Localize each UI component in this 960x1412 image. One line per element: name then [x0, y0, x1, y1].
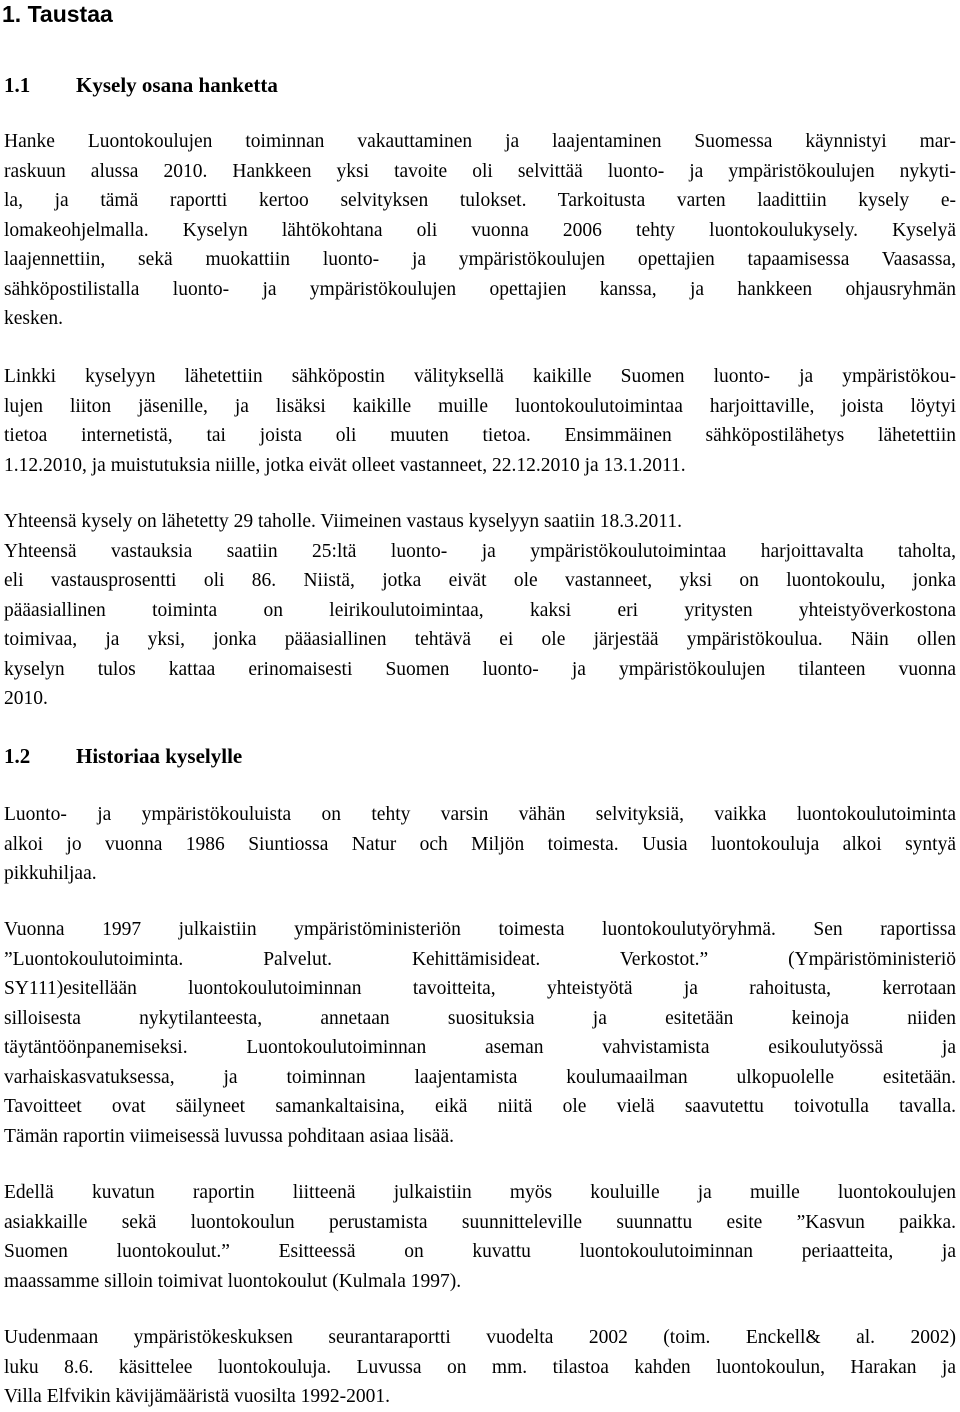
text-line: Uudenmaan ympäristökeskuksen seurantaraportti vuodelta 2002 (toim. Enckell& al. 2002)	[4, 1327, 956, 1348]
text-line: varhaiskasvatuksessa, ja toiminnan laajentamista koulumaailman ulkopuolelle esitetään.	[4, 1066, 956, 1088]
paragraph-1-2-b	[4, 915, 956, 1151]
text-line: Hanke Luontokoulujen toiminnan vakauttaminen ja laajentaminen Suomessa käynnistyi mar-	[4, 131, 956, 152]
text-line: Edellä kuvatun raportin liitteenä julkaistiin myös kouluille ja muille luontokoulujen	[4, 1182, 956, 1203]
text-line: lujen liiton jäsenille, ja lisäksi kaikille muille luontokoulutoimintaa harjoittaville, joista löytyi	[4, 395, 956, 417]
text-line: Suomen luontokoulut.” Esitteessä on kuvattu luontokoulutoiminnan periaatteita, ja	[4, 1241, 956, 1262]
chapter-heading: 1. Taustaa	[2, 1, 113, 27]
text-line: Tavoitteet ovat säilyneet samankaltaisina, eikä niitä ole vielä saavutettu toivotulla tavalla.	[4, 1096, 956, 1117]
paragraph-1-2-d	[4, 1323, 956, 1412]
text-line: raskuun alussa 2010. Hankkeen yksi tavoite oli selvittää luonto- ja ympäristökoulujen nykyti-	[4, 160, 956, 182]
section-number: 1.1	[4, 73, 31, 97]
text-line: silloisesta nykytilanteesta, annetaan suosituksia ja esitetään keinoja niiden	[4, 1007, 956, 1029]
text-line: 1.12.2010, ja muistutuksia niille, jotka eivät olleet vastanneet, 22.12.2010 ja 13.1.2011.	[4, 454, 686, 476]
paragraph-1-1-a	[4, 127, 956, 334]
paragraph-1-1-c	[4, 507, 956, 714]
section-title: Historiaa kyselylle	[76, 744, 243, 768]
text-line: laajennettiin, sekä muokattiin luonto- ja ympäristökoulujen opettajien tapaamisessa Vaasassa,	[4, 249, 956, 270]
section-number: 1.2	[4, 744, 31, 768]
text-line: Yhteensä vastauksia saatiin 25:ltä luonto- ja ympäristökoulutoimintaa harjoittavalta taholta,	[4, 540, 956, 562]
text-line: toimivaa, ja yksi, jonka pääasiallinen tehtävä ei ole järjestää ympäristökoulua. Näin ollen	[4, 629, 956, 650]
text-line: tietoa internetistä, tai joista oli muuten tietoa. Ensimmäinen sähköpostilähetys lähetettiin	[4, 425, 956, 446]
text-line: asiakkaille sekä luontokoulun perustamista suunnitteleville suunnattu esite ”Kasvun paikka.	[4, 1211, 956, 1233]
text-line: Yhteensä kysely on lähetetty 29 taholle. Viimeinen vastaus kyselyyn saatiin 18.3.2011.	[4, 511, 682, 532]
text-line: pääasiallinen toiminta on leirikoulutoimintaa, kaksi eri yritysten yhteistyöverkostona	[4, 599, 956, 621]
text-line: Villa Elfvikin kävijämääristä vuosilta 1992-2001.	[4, 1386, 391, 1407]
section-heading-1-2	[4, 743, 242, 769]
text-line: kyselyn tulos kattaa erinomaisesti Suomen luonto- ja ympäristökoulujen tilanteen vuonna	[4, 658, 956, 680]
paragraph-1-2-c	[4, 1178, 956, 1296]
text-line: alkoi jo vuonna 1986 Siuntiossa Natur och Miljön toimesta. Uusia luontokouluja alkoi syntyä	[4, 833, 956, 855]
text-line: 2010.	[4, 688, 48, 709]
text-line: ”Luontokoulutoiminta. Palvelut. Kehittämisideat. Verkostot.” (Ympäristöministeriö	[4, 948, 956, 970]
text-line: Vuonna 1997 julkaistiin ympäristöministeriön toimesta luontokoulutyöryhmä. Sen raportissa	[4, 919, 956, 940]
text-line: SY111)esitellään luontokoulutoiminnan tavoitteita, yhteistyötä ja rahoitusta, kerrotaan	[4, 978, 956, 999]
section-title: Kysely osana hanketta	[76, 73, 278, 97]
text-line: pikkuhiljaa.	[4, 863, 97, 884]
text-line: Linkki kyselyyn lähetettiin sähköpostin välityksellä kaikille Suomen luonto- ja ympäristökou-	[4, 366, 956, 387]
text-line: sähköpostilistalla luonto- ja ympäristökoulujen opettajien kanssa, ja hankkeen ohjausryhmän	[4, 278, 956, 300]
text-line: luku 8.6. käsittelee luontokouluja. Luvussa on mm. tilastoa kahden luontokoulun, Harakan ja	[4, 1356, 956, 1378]
section-heading-1-1	[4, 72, 278, 98]
text-line: maassamme silloin toimivat luontokoulut (Kulmala 1997).	[4, 1270, 462, 1292]
paragraph-1-2-a	[4, 800, 956, 889]
text-line: la, ja tämä raportti kertoo selvityksen tulokset. Tarkoitusta varten laadittiin kysely e-	[4, 190, 956, 211]
text-line: kesken.	[4, 308, 64, 329]
text-line: täytäntöönpanemiseksi. Luontokoulutoiminnan aseman vahvistamista esikoulutyössä ja	[4, 1037, 956, 1058]
text-line: lomakeohjelmalla. Kyselyn lähtökohtana oli vuonna 2006 tehty luontokoulukysely. Kyselyä	[4, 219, 956, 241]
text-line: Luonto- ja ympäristökouluista on tehty varsin vähän selvityksiä, vaikka luontokoulutoiminta	[4, 804, 956, 825]
text-line: Tämän raportin viimeisessä luvussa pohditaan asiaa lisää.	[4, 1125, 454, 1147]
text-line: eli vastausprosentti oli 86. Niistä, jotka eivät ole vastanneet, yksi on luontokoulu, jonka	[4, 570, 956, 591]
paragraph-1-1-b	[4, 362, 956, 480]
